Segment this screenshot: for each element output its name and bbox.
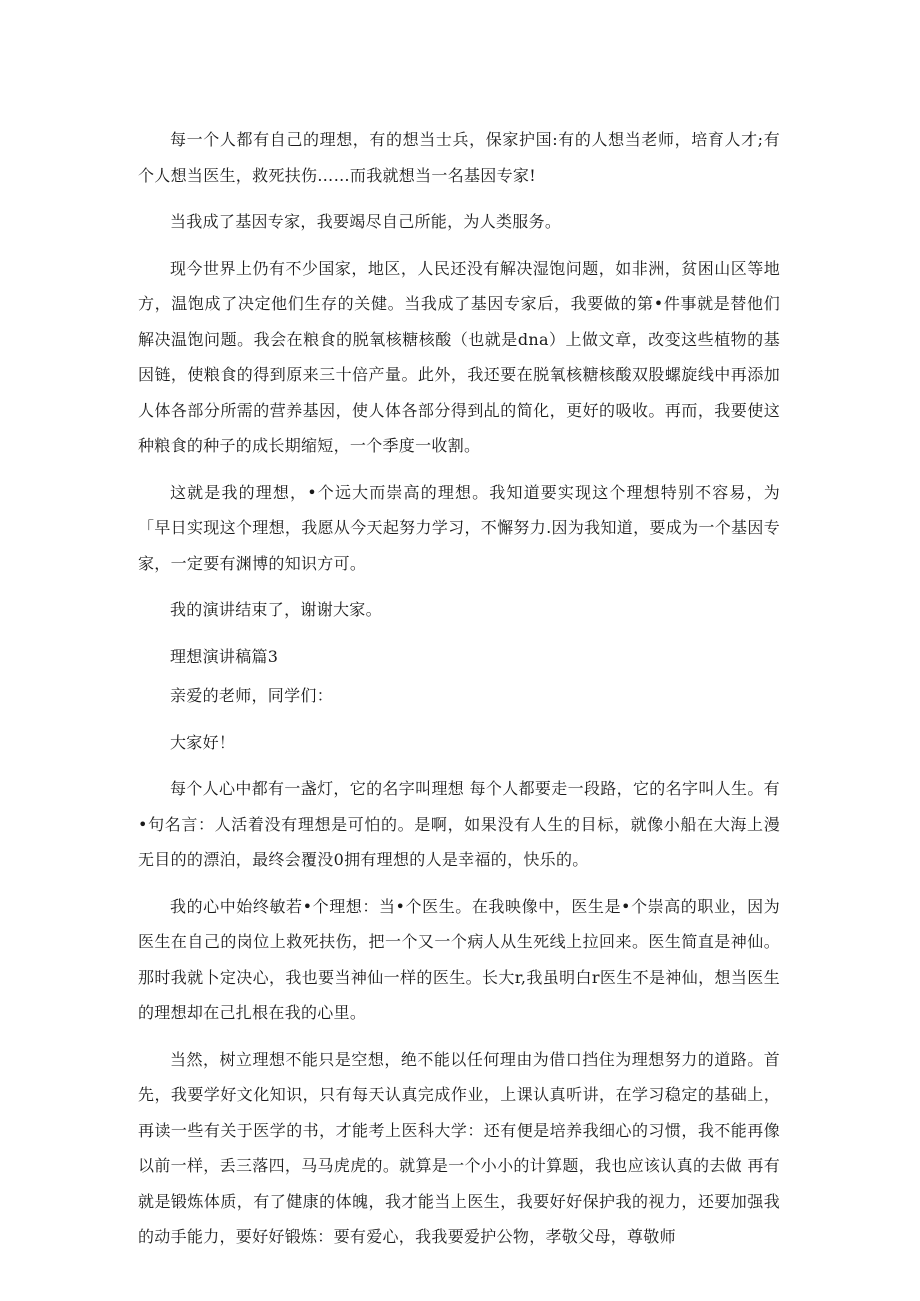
paragraph-hello-everyone: 大家好！ xyxy=(170,732,236,752)
paragraph-ideals-intro: 每一个人都有自己的理想，有的想当士兵，保家护国:有的人想当老师，培育人才;有个人想当医生，救死扶伤……而我就想当一名基因专家! xyxy=(138,130,780,185)
section-heading: 理想演讲稿篇3 xyxy=(170,646,279,666)
paragraph-doctor-dream: 我的心中始终敏若•个理想：当•个医生。在我映像中，医生是•个崇高的职业，因为医生在自己的岗位上救死扶伤，把一个又一个病人从生死线上拉回来。医生简直是神仙。那时我就卜定决心，我也要当神仙一样的医生。长大r,我虽明白r医生不是神仙，想当医生的理想却在己扎根在我的心里。 xyxy=(138,896,780,1022)
paragraph-greeting-teachers: 亲爱的老师，同学们： xyxy=(170,686,334,705)
paragraph-serve-humanity: 当我成了基因专家，我要竭尽自己所能，为人类服务。 xyxy=(170,212,562,231)
paragraph-food-problem: 现今世界上仍有不少国家，地区，人民还没有解决湿饱问题，如非洲，贫困山区等地方，温饱成了决定他们生存的关健。当我成了基因专家后，我要做的第•件事就是替他们解决温饱问题。我会在粮食的脱氧核糖核酸（也就是dna）上做文章，改变这些植物的基因链，使粮食的得到原来三十倍产量。此外，我还要在脱氧核糖核酸双股螺旋线中再添加人体各部分所需的营养基因，使人体各部分得到乩的简化，更好的吸收。再而，我要使这种粮食的种子的成长期缩短，一个季度一收割。 xyxy=(138,258,780,455)
document-body xyxy=(138,122,780,1266)
paragraph-speech-end: 我的演讲结束了，谢谢大家。 xyxy=(170,600,382,619)
paragraph-lamp-of-ideals: 每个人心中都有一盏灯，它的名字叫理想 每个人都要走一段路，它的名字叫人生。有•句名言：人活着没有理想是可怕的。是啊，如果没有人生的目标，就像小船在大海上漫无目的的漂泊，最终会覆没0拥有理想的人是幸福的，快乐的。 xyxy=(138,779,780,869)
paragraph-action-plan: 当然，树立理想不能只是空想，绝不能以任何理由为借口挡住为理想努力的道路。首先，我要学好文化知识，只有每天认真完成作业，上课认真听讲，在学习稳定的基础上，再读一些有关于医学的书，才能考上医科大学：还有便是培养我细心的习惯，我不能再像以前一样，丢三落四，马马虎虎的。就算是一个小小的计算题，我也应该认真的去做 再有就是锻炼体质，有了健康的体魄，我才能当上医生，我要好好保护我的视力，还要加强我的动手能力，要好好锻炼：要有爱心，我我要爱护公物，孝敬父母，尊敬师 xyxy=(138,1049,780,1246)
paragraph-lofty-ideal: 这就是我的理想，•个远大而崇高的理想。我知道要实现这个理想特别不容易，为「早日实现这个理想，我愿从今天起努力学习，不懈努力.因为我知道，要成为一个基因专家，一定要有渊博的知识方可。 xyxy=(138,482,780,573)
